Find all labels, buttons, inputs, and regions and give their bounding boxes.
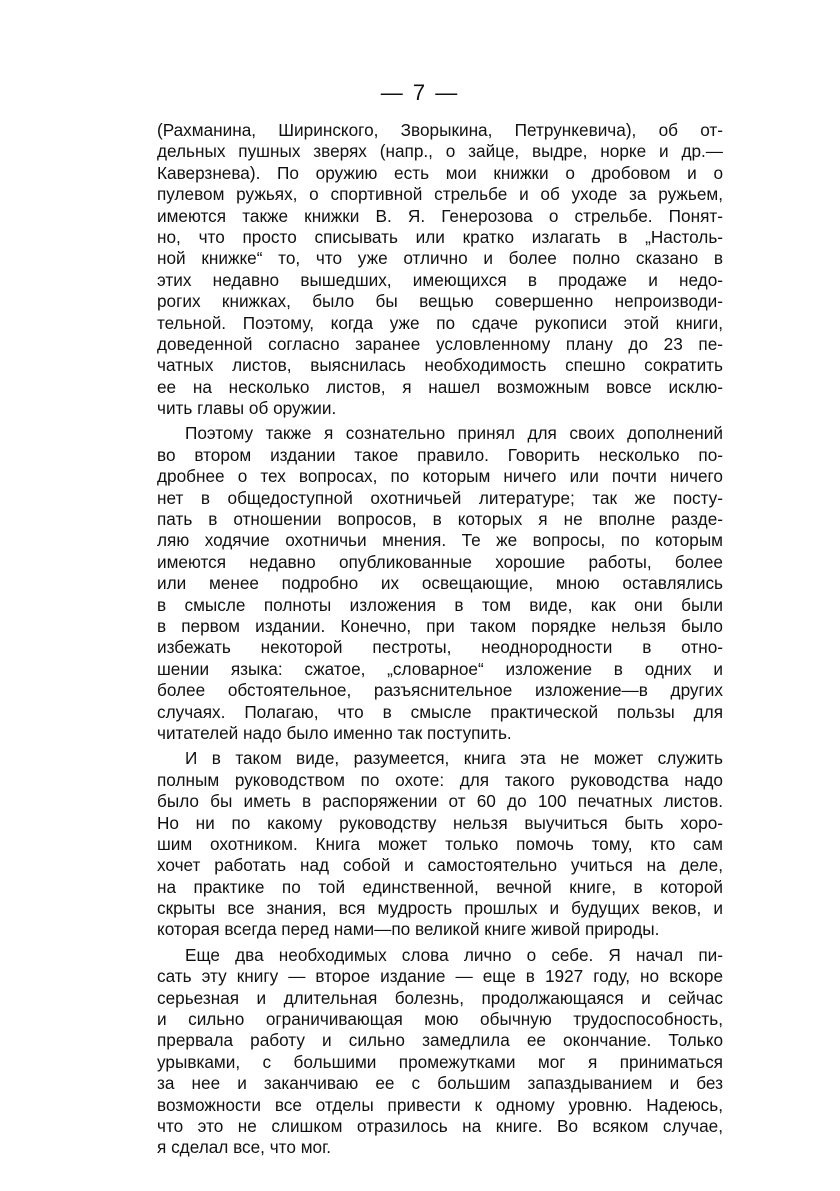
text-line: нет в общедоступной охотничьей литературе; так же посту- <box>157 487 723 508</box>
page-number: — 7 — <box>380 80 460 105</box>
text-line: Поэтому также я сознательно принял для своих дополнений <box>185 423 723 444</box>
text-line: серьезная и длительная болезнь, продолжающаяся и сейчас <box>157 987 723 1008</box>
text-line: дробнее о тех вопросах, по которым ничего или почти ничего <box>157 466 723 487</box>
text-line: полным руководством по охоте: для такого руководства надо <box>157 769 723 790</box>
text-line: возможности все отделы привести к одному уровню. Надеюсь, <box>157 1094 723 1115</box>
text-line: имеются также книжки В. Я. Генерозова о стрельбе. Понят- <box>157 205 723 226</box>
text-line: и сильно ограничивающая мою обычную трудоспособность, <box>157 1009 723 1030</box>
text-line: чить главы об оружии. <box>157 398 337 419</box>
text-line: Еще два необходимых слова лично о себе. Я начал пи- <box>185 944 723 965</box>
paragraph <box>157 945 723 1159</box>
text-line: рогих книжках, было бы вещью совершенно непроизводи- <box>157 291 723 312</box>
text-line: сать эту книгу — второе издание — еще в 1927 году, но вскоре <box>157 966 723 987</box>
text-line: или менее подробно их освещающие, мною оставлялись <box>157 573 723 594</box>
text-line: которая всегда перед нами—по великой книге живой природы. <box>157 919 660 940</box>
text-line: случаях. Полагаю, что в смысле практической пользы для <box>157 701 723 722</box>
text-line: я сделал все, что мог. <box>157 1137 332 1158</box>
text-line: Каверзнева). По оружию есть мои книжки о дробовом и о <box>157 162 723 183</box>
paragraph <box>157 423 723 744</box>
text-line: (Рахманина, Ширинского, Зворыкина, Петрункевича), об от- <box>157 120 723 140</box>
text-line: за нее и заканчиваю ее с большим запаздыванием и без <box>157 1073 723 1094</box>
text-line: имеются недавно опубликованные хорошие работы, более <box>157 551 723 572</box>
text-line: тельной. Поэтому, когда уже по сдаче рукописи этой книги, <box>157 312 723 333</box>
text-line: ной книжке“ то, что уже отлично и более полно сказано в <box>157 248 723 269</box>
body-text <box>157 120 723 1159</box>
text-line: И в таком виде, разумеется, книга эта не может служить <box>185 748 723 769</box>
text-line: читателей надо было именно так поступить. <box>157 722 512 743</box>
text-line: скрыты все знания, вся мудрость прошлых и будущих веков, и <box>157 898 723 919</box>
text-line: во втором издании такое правило. Говорить несколько по- <box>157 444 723 465</box>
text-line: ее на несколько листов, я нашел возможным вовсе исклю- <box>157 376 723 397</box>
text-line: что это не слишком отразилось на книге. Во всяком случае, <box>157 1115 723 1136</box>
text-line: на практике по той единственной, вечной книге, в которой <box>157 876 723 897</box>
text-line: этих недавно вышедших, имеющихся в продаже и недо- <box>157 269 723 290</box>
text-line: пать в отношении вопросов, в которых я не вполне разде- <box>157 509 723 530</box>
text-line: более обстоятельное, разъяснительное изложение—в других <box>157 680 723 701</box>
text-line: Но ни по какому руководству нельзя выучиться быть хоро- <box>157 812 723 833</box>
paragraph <box>157 748 723 941</box>
text-line: было бы иметь в распоряжении от 60 до 100 печатных листов. <box>157 791 723 812</box>
text-line: доведенной согласно заранее условленному плану до 23 пе- <box>157 333 723 354</box>
paragraph <box>157 120 723 419</box>
text-line: в смысле полноты изложения в том виде, как они были <box>157 594 723 615</box>
text-line: но, что просто списывать или кратко излагать в „Настоль- <box>157 226 723 247</box>
text-line: шении языка: сжатое, „словарное“ изложение в одних и <box>157 658 723 679</box>
text-line: в первом издании. Конечно, при таком порядке нельзя было <box>157 615 723 636</box>
text-line: пулевом ружьях, о спортивной стрельбе и об уходе за ружьем, <box>157 184 723 205</box>
text-line: шим охотником. Книга может только помочь тому, кто сам <box>157 833 723 854</box>
text-line: дельных пушных зверях (напр., о зайце, выдре, норке и др.— <box>157 141 723 162</box>
text-line: хочет работать над собой и самостоятельно учиться на деле, <box>157 855 723 876</box>
text-line: прервала работу и сильно замедлила ее окончание. Только <box>157 1030 723 1051</box>
text-line: урывками, с большими промежутками мог я приниматься <box>157 1051 723 1072</box>
text-line: ляю ходячие охотничьи мнения. Те же вопросы, по которым <box>157 530 723 551</box>
text-line: избежать некоторой пестроты, неоднородности в отно- <box>157 637 723 658</box>
text-line: чатных листов, выяснилась необходимость спешно сократить <box>157 355 723 376</box>
